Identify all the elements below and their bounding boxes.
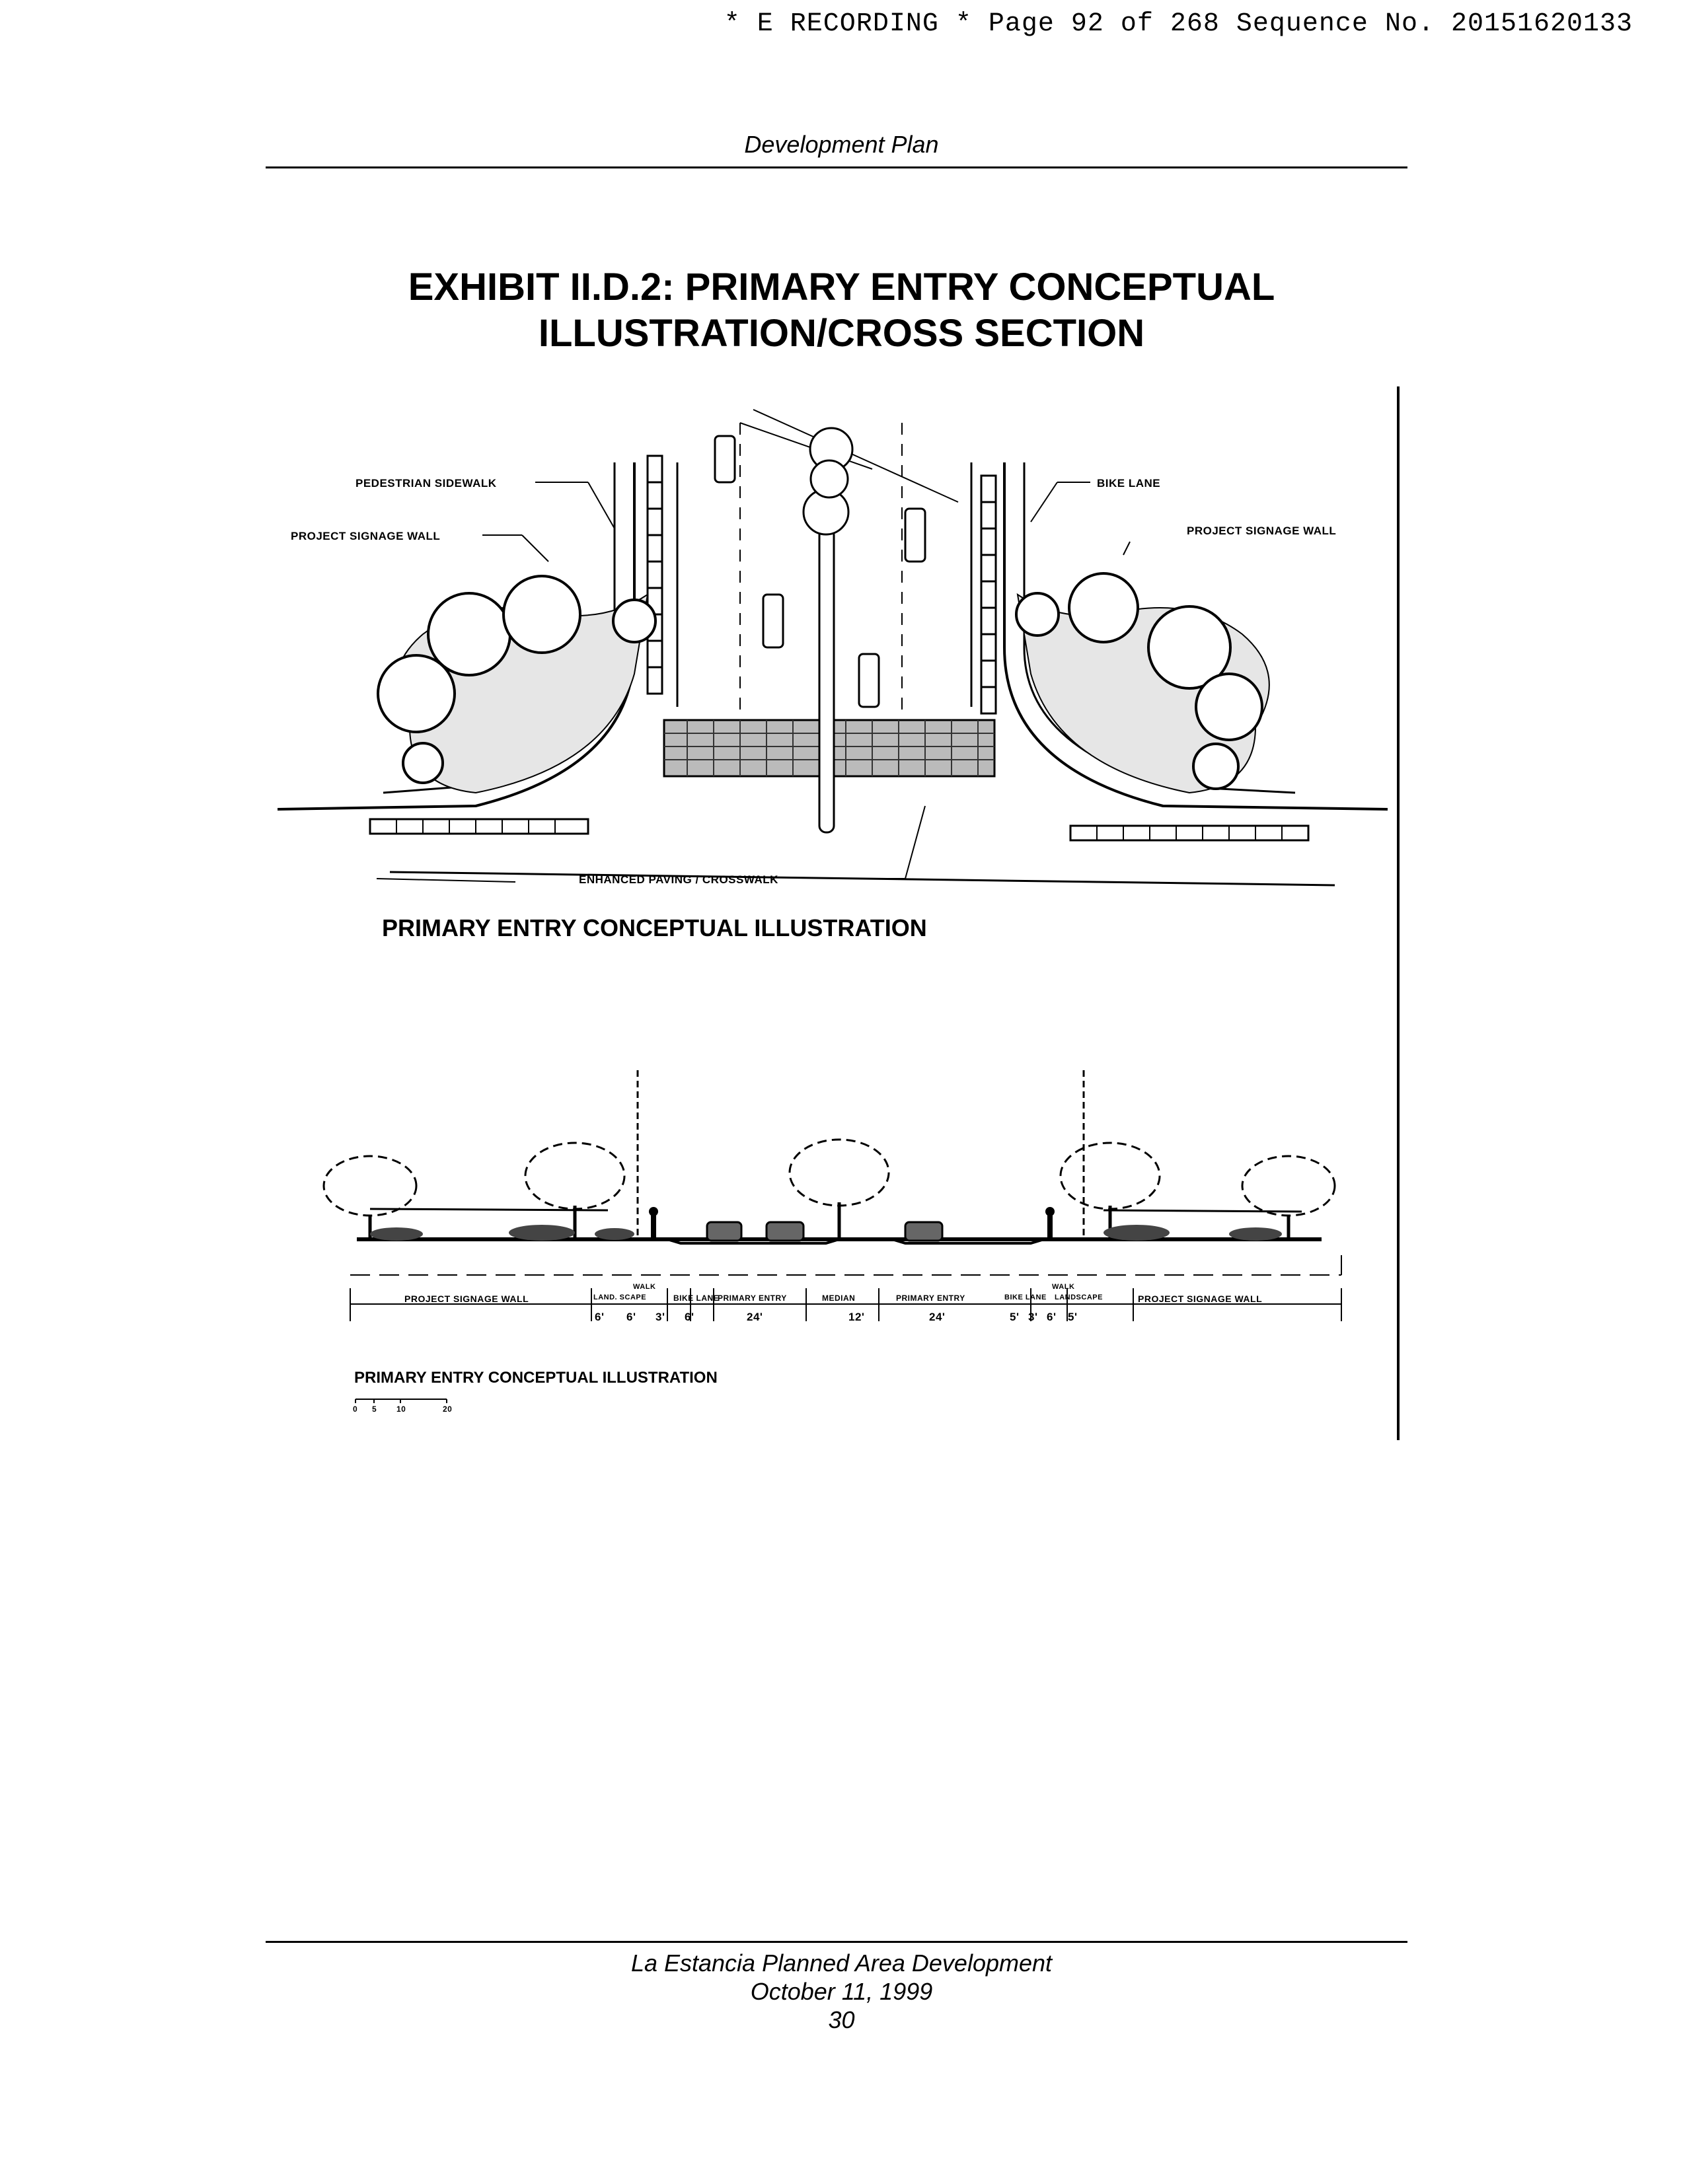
exhibit-title-line1: EXHIBIT II.D.2: PRIMARY ENTRY CONCEPTUAL: [408, 266, 1275, 309]
figure-border: [1397, 386, 1400, 1440]
page-header: Development Plan: [744, 131, 939, 158]
xsec-dim-buffer-right: 3': [1028, 1311, 1038, 1323]
xsec-dim-bike-lane-left: 6': [685, 1311, 694, 1323]
plan-view-illustration: [278, 396, 1388, 898]
plan-view-caption: PRIMARY ENTRY CONCEPTUAL ILLUSTRATION: [382, 914, 927, 941]
xsec-label-bike-lane-left: BIKE LANE: [673, 1293, 720, 1303]
label-bike-lane: BIKE LANE: [1097, 477, 1161, 490]
label-project-signage-wall-left: PROJECT SIGNAGE WALL: [291, 530, 441, 542]
xsec-label-landscape-right: LANDSCAPE: [1055, 1293, 1103, 1301]
xsec-label-primary-entry-right: PRIMARY ENTRY: [896, 1293, 965, 1303]
label-enhanced-paving: ENHANCED PAVING / CROSSWALK: [579, 873, 778, 886]
scale-tick-10: 10: [396, 1404, 406, 1414]
median: [819, 528, 834, 832]
label-pedestrian-sidewalk: PEDESTRIAN SIDEWALK: [355, 477, 497, 490]
xsec-dim-primary-entry-right: 24': [929, 1311, 946, 1323]
cross-section-caption: PRIMARY ENTRY CONCEPTUAL ILLUSTRATION: [354, 1369, 718, 1387]
scale-tick-5: 5: [372, 1404, 377, 1414]
xsec-dim-walk-right: 6': [1047, 1311, 1057, 1323]
footer: [0, 1949, 1683, 2035]
exhibit-title-line2: ILLUSTRATION/CROSS SECTION: [538, 311, 1145, 355]
xsec-label-primary-entry-left: PRIMARY ENTRY: [718, 1293, 787, 1303]
header-rule: [266, 166, 1407, 168]
cross-section-illustration: [311, 1057, 1394, 1334]
exhibit-title: [0, 264, 1683, 356]
xsec-label-signage-wall-left: PROJECT SIGNAGE WALL: [404, 1293, 529, 1304]
xsec-label-median: MEDIAN: [822, 1293, 856, 1303]
recording-header: * E RECORDING * Page 92 of 268 Sequence No. 20151620133: [724, 9, 1633, 39]
xsec-label-landscape-left: LAND. SCAPE: [593, 1293, 647, 1301]
xsec-dim-median: 12': [848, 1311, 865, 1323]
xsec-dim-landscape-right: 5': [1068, 1311, 1078, 1323]
scale-tick-0: 0: [353, 1404, 358, 1414]
xsec-label-signage-wall-right: PROJECT SIGNAGE WALL: [1138, 1293, 1263, 1304]
xsec-label-walk-left: WALK: [633, 1283, 656, 1291]
xsec-dim-primary-entry-left: 24': [747, 1311, 763, 1323]
xsec-dim-walk-left: 6': [626, 1311, 636, 1323]
xsec-dim-landscape-left: 6': [595, 1311, 605, 1323]
footer-document-title: La Estancia Planned Area Development: [630, 1949, 1053, 1977]
xsec-label-bike-lane-right: BIKE LANE: [1004, 1293, 1047, 1301]
footer-date: October 11, 1999: [750, 1978, 933, 2006]
label-project-signage-wall-right: PROJECT SIGNAGE WALL: [1187, 525, 1337, 537]
footer-page-number: 30: [828, 2006, 855, 2034]
xsec-dim-buffer-left: 3': [655, 1311, 665, 1323]
xsec-label-walk-right: WALK: [1052, 1283, 1075, 1291]
xsec-dim-bike-lane-right: 5': [1010, 1311, 1020, 1323]
scale-tick-20: 20: [443, 1404, 453, 1414]
footer-rule: [266, 1941, 1407, 1943]
